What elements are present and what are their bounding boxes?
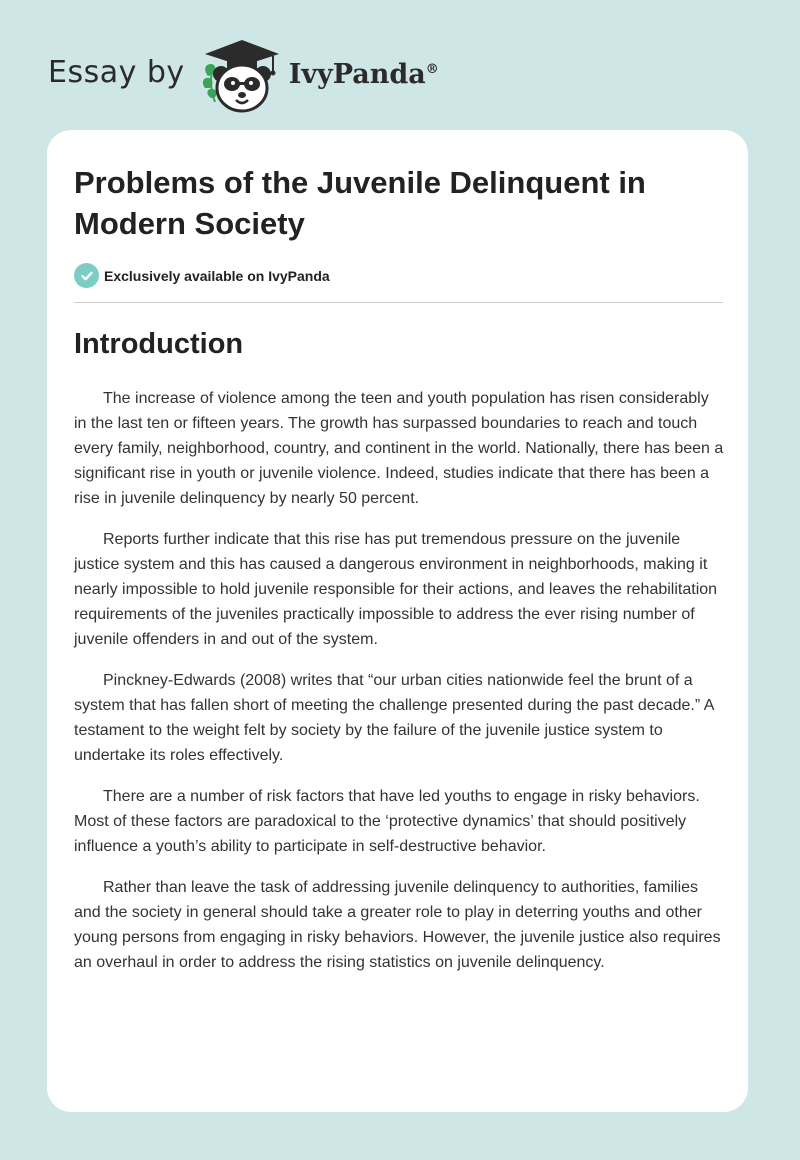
essay-title: Problems of the Juvenile Delinquent in Modern Society xyxy=(74,165,646,241)
panda-graduate-icon[interactable] xyxy=(199,36,285,116)
section-heading: Introduction xyxy=(74,328,244,360)
essay-body xyxy=(74,386,724,991)
paragraph: The increase of violence among the teen and youth population has risen considerably in the last ten or fifteen years. The growth has surpassed boundaries to reach and touch every family, neighborhood, country, and continent in the world. Nationally, there has been a significant rise in youth or juvenile violence. Indeed, studies indicate that there has been a rise in juvenile delinquency by nearly 50 percent. xyxy=(74,390,724,507)
exclusive-label: Exclusively available on IvyPanda xyxy=(104,267,330,284)
paragraph: Reports further indicate that this rise has put tremendous pressure on the juvenile justice system and this has caused a dangerous environment in neighborhoods, making it nearly impossible to hold juvenile responsible for their actions, and leaves the rehabilitation requirements of the juveniles practically impossible to address the ever rising number of juvenile offenders in and out of the system. xyxy=(74,531,718,648)
site-header xyxy=(48,36,439,116)
essay-card xyxy=(47,130,748,1112)
brand-name-text: IvyPanda xyxy=(288,58,426,90)
paragraph: There are a number of risk factors that have led youths to engage in risky behaviors. Most of these factors are paradoxical to the ‘protective dynamics’ that should positively influence a youth’s ability to participate in self-destructive behavior. xyxy=(74,788,700,855)
ivypanda-wordmark[interactable] xyxy=(289,59,439,90)
exclusive-badge xyxy=(74,263,330,288)
divider xyxy=(74,302,723,303)
check-circle-icon xyxy=(74,263,99,288)
paragraph: Rather than leave the task of addressing juvenile delinquency to authorities, families and the society in general should take a greater role to play in deterring youths and other young persons from engaging in risky behaviors. However, the juvenile justice also requires an overhaul in order to address the rising statistics on juvenile delinquency. xyxy=(74,879,721,971)
registered-mark: ® xyxy=(425,61,439,77)
paragraph: Pinckney-Edwards (2008) writes that “our urban cities nationwide feel the brunt of a system that has fallen short of meeting the challenge presented during the past decade.” A testament to the weight felt by society by the failure of the juvenile justice system to undertake its roles effectively. xyxy=(74,672,714,764)
essay-by-label: Essay by xyxy=(48,54,185,90)
